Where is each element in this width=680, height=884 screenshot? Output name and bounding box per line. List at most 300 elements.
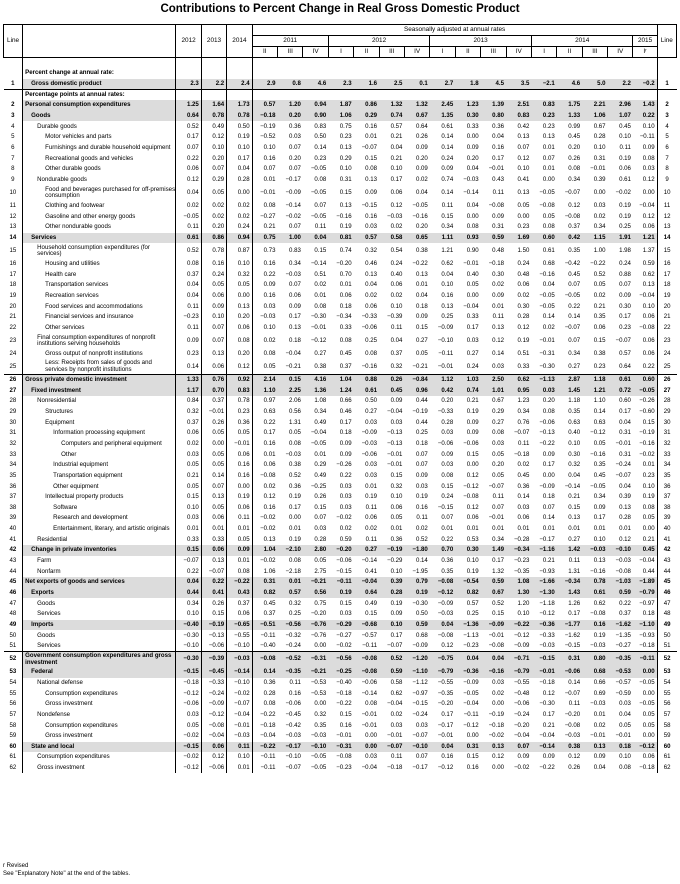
value-cell: 0.19 [289,493,301,501]
value-cell [557,89,582,100]
value-cell: −0.06 [539,418,555,426]
value-cell: 0.17 [252,428,277,439]
value-cell [633,89,657,100]
value-cell: 0.02 [492,689,504,697]
value-cell: 0.18 [608,742,633,753]
value-cell: 0.00 [642,188,655,196]
line-number-right: 20 [657,301,676,312]
value-cell: 0.10 [390,567,403,575]
line-number-right: 27 [657,386,676,397]
line-number: 20 [4,301,23,312]
value-cell: 0.09 [542,753,555,761]
value-cell: −0.04 [639,291,655,299]
value-cell: 0.24 [201,269,226,280]
value-cell: 0.37 [201,396,226,407]
line-number: 35 [4,471,23,482]
value-cell: 0.05 [492,471,504,479]
value-cell: 0.02 [593,212,606,220]
value-cell: 0.04 [365,281,378,289]
value-cell: 0.19 [517,336,530,344]
row-label: Food services and accommodations [45,302,143,310]
value-cell: 0.20 [466,154,479,162]
value-cell: −0.07 [564,188,581,196]
table-row [4,481,677,492]
value-cell: −0.01 [201,407,226,418]
value-cell: 0.07 [506,742,531,753]
value-cell: 0.14 [542,313,555,321]
value-cell: −0.93 [639,631,655,639]
value-cell [303,89,328,100]
value-cell: −0.03 [285,450,301,458]
value-cell: −0.22 [227,577,252,588]
line-number-right: 4 [657,121,676,132]
value-cell: 0.09 [365,188,378,196]
value-cell: 0.05 [176,460,201,471]
value-cell: −0.40 [252,641,277,652]
value-cell: 0.09 [176,333,201,349]
value-cell: 0.06 [201,545,226,556]
line-number: 30 [4,417,23,428]
value-cell: −0.06 [463,439,479,447]
table-row [4,164,677,175]
value-cell: −0.31 [539,350,555,357]
value-cell: 0.36 [441,557,454,565]
line-number: 57 [4,710,23,721]
value-cell: 1.00 [277,233,302,244]
line-number: 13 [4,222,23,233]
value-cell: −0.09 [506,641,531,652]
value-cell: 0.88 [354,375,379,386]
table-row [4,678,677,689]
row-label: Change in private inventories [23,545,176,556]
value-cell: 0.45 [517,471,530,479]
value-cell: 0.10 [517,610,530,618]
value-cell: −0.01 [387,461,403,469]
value-cell: −0.16 [539,270,555,278]
line-number: 26 [4,375,23,386]
value-cell: 0.09 [390,610,403,618]
value-cell: 0.20 [201,222,226,233]
value-cell: 0.09 [492,212,504,220]
gdp-contributions-table [3,24,677,773]
value-cell: 0.27 [466,350,479,357]
value-cell: 0.38 [415,246,428,254]
value-cell: −0.31 [328,742,353,753]
value-cell [404,89,429,100]
value-cell: 0.81 [328,233,353,244]
value-cell: 1.73 [227,100,252,111]
value-cell: −0.40 [176,620,201,631]
value-cell: 0.62 [441,260,454,268]
row-label: Personal consumption expenditures [23,100,176,111]
value-cell: 0.44 [176,588,201,599]
value-cell: 0.17 [390,175,403,183]
value-cell: 0.49 [365,599,378,607]
value-cell: 0.23 [517,223,530,231]
value-cell: 0.76 [201,375,226,386]
value-cell: 2.4 [227,79,252,90]
value-cell: 0.16 [227,471,252,482]
line-number: 60 [4,742,23,753]
value-cell: −0.39 [201,652,226,668]
value-cell: −0.21 [303,667,328,678]
value-cell: 0.08 [289,439,301,447]
value-cell: −0.17 [412,764,428,772]
value-cell: 0.15 [390,471,403,479]
table-row [4,566,677,577]
value-cell: 0.67 [481,588,506,599]
value-cell: −0.05 [310,764,327,772]
value-cell: −0.34 [506,545,531,556]
value-cell: 0.05 [314,557,327,565]
line-number-right: 62 [657,763,676,774]
value-cell: 0.07 [542,503,555,511]
value-cell: 0.02 [390,710,403,718]
value-cell: 0.06 [289,291,301,299]
value-cell: −0.13 [201,630,226,641]
value-cell: −0.01 [387,450,403,458]
quarter-header: III [481,47,506,58]
value-cell: −0.25 [310,482,327,490]
value-cell: 1.18 [568,397,581,405]
value-cell: −0.22 [539,764,555,772]
value-cell: −0.05 [539,302,555,310]
value-cell: 0.34 [441,223,454,231]
value-cell: −0.14 [310,260,327,268]
value-cell: 0.25 [415,429,428,437]
value-cell: 0.22 [201,577,226,588]
value-cell: −1.13 [463,631,479,639]
value-cell: 0.19 [404,588,429,599]
value-cell: 0.75 [339,122,352,130]
value-cell: 0.23 [176,349,201,360]
value-cell: 0.64 [415,122,428,130]
value-cell [430,89,455,100]
value-cell: 1.18 [582,375,607,386]
value-cell: −0.01 [361,721,378,729]
value-cell: 2.51 [506,100,531,111]
row-label: Intellectual property products [45,493,124,501]
value-cell: 0.10 [642,482,655,490]
value-cell: 0.17 [619,408,631,416]
value-cell: −0.09 [463,678,479,686]
value-cell: 0.00 [466,461,479,469]
value-cell: 0.49 [314,471,327,479]
value-cell: 0.12 [492,336,504,344]
value-cell: −0.01 [531,667,556,678]
value-cell: 0.14 [568,678,581,686]
line-number-right: 29 [657,407,676,418]
value-cell: 0.07 [415,461,428,469]
value-cell: −0.02 [227,688,252,699]
value-cell: −0.30 [176,652,201,668]
value-cell: 0.78 [201,243,226,259]
value-cell: 0.36 [289,122,301,130]
value-cell: 0.57 [277,588,302,599]
value-cell: 0.34 [568,350,581,357]
table-row [4,359,677,375]
value-cell: −0.35 [437,689,454,697]
value-cell: 0.03 [466,336,479,344]
value-cell: 0.49 [314,418,327,426]
value-cell: −0.24 [513,710,530,718]
value-cell: 0.03 [339,482,352,490]
value-cell: 0.26 [314,493,327,501]
value-cell: 0.00 [227,185,252,201]
value-cell: 0.01 [277,577,302,588]
value-cell: −0.20 [513,721,530,729]
row-label: Exports [23,588,176,599]
line-number-right: 56 [657,699,676,710]
value-cell: −0.07 [564,323,581,331]
value-cell: 0.01 [415,281,428,289]
value-cell: 0.19 [619,154,631,162]
value-cell: −0.01 [361,710,378,718]
value-cell: 2.75 [314,567,327,575]
value-cell: 0.59 [339,535,352,543]
value-cell: 0.00 [492,700,504,708]
value-cell: −0.08 [336,753,352,761]
value-cell: −0.65 [227,620,252,631]
value-cell: 0.45 [339,350,352,357]
value-cell: 0.03 [365,461,378,469]
value-cell: 0.62 [593,599,606,607]
value-cell: 0.09 [390,397,403,405]
value-cell: 0.13 [201,492,226,503]
value-cell: 0.08 [289,557,301,565]
value-cell: 0.72 [608,386,633,397]
value-cell: −0.11 [463,710,479,718]
value-cell: 1.49 [481,545,506,556]
line-number: 49 [4,620,23,631]
value-cell: −0.08 [564,721,581,729]
value-cell: 0.38 [557,742,582,753]
line-number: 39 [4,513,23,524]
value-cell: −1.77 [557,620,582,631]
value-cell: −0.04 [387,408,403,416]
value-cell: 1.25 [176,100,201,111]
value-cell: 0.06 [227,609,252,620]
value-cell: 0.59 [642,260,655,268]
value-cell: 0.16 [252,291,277,302]
value-cell: −0.33 [361,313,378,321]
value-cell: 0.25 [619,223,631,231]
value-cell: 0.10 [619,753,631,761]
value-cell: 0.48 [492,246,504,254]
value-cell: 0.38 [303,359,328,375]
value-cell: −0.03 [463,175,479,183]
value-cell: 0.27 [354,545,379,556]
value-cell: 0.17 [492,154,504,162]
value-cell: 0.06 [619,165,631,173]
value-cell: 0.14 [201,471,226,482]
value-cell: −0.05 [412,201,428,209]
row-label: Research and development [53,514,128,522]
value-cell: −0.08 [488,201,504,209]
value-cell: 0.06 [365,302,378,310]
value-cell: −0.14 [463,188,479,196]
value-cell: 0.03 [176,513,201,524]
value-cell: 0.16 [441,291,454,299]
value-cell: −0.10 [285,753,301,761]
value-cell: 0.35 [568,408,581,416]
value-cell: −0.06 [285,700,301,708]
value-cell: −0.48 [513,689,530,697]
value-cell: −0.09 [539,482,555,490]
line-number-right: 12 [657,211,676,222]
value-cell [430,68,455,79]
value-cell: −0.13 [387,439,403,447]
value-cell: 0.02 [593,291,606,299]
value-cell [404,68,429,79]
value-cell [531,89,556,100]
value-cell: 1.32 [404,100,429,111]
row-label: Other equipment [53,482,99,490]
value-cell: −0.97 [412,689,428,697]
row-label: Software [53,503,78,511]
value-cell: −0.19 [201,620,226,631]
value-cell: −0.01 [488,165,504,173]
value-cell: 0.11 [314,223,327,231]
value-cell: 0.17 [542,710,555,718]
value-cell: 0.08 [252,699,277,710]
row-label: Services [23,233,176,244]
table-row [4,222,677,233]
value-cell: 0.01 [466,525,479,533]
value-cell: 0.09 [466,143,479,151]
value-cell: 0.03 [365,471,378,479]
line-number-right: 41 [657,534,676,545]
value-cell: −0.08 [252,471,277,482]
value-cell: 0.20 [289,154,301,162]
value-cell: 0.95 [506,386,531,397]
value-cell: 0.00 [593,188,606,196]
value-cell: −0.12 [201,710,226,721]
value-cell: 0.02 [176,439,201,450]
line-number-right: 31 [657,428,676,439]
value-cell: 0.16 [441,753,454,761]
value-cell: −0.05 [310,165,327,173]
value-cell: 0.09 [466,429,479,437]
value-cell: 0.40 [466,270,479,278]
line-number: 10 [4,185,23,201]
value-cell: 0.02 [517,291,530,299]
value-cell: 0.21 [568,493,581,501]
value-cell: 0.19 [593,631,606,639]
value-cell: 0.10 [593,143,606,151]
value-cell: 0.00 [314,700,327,708]
value-cell: −0.06 [437,439,454,447]
value-cell: 0.07 [289,165,301,173]
value-cell: −0.02 [488,732,504,740]
value-cell: −1.10 [404,667,429,678]
value-cell: 0.49 [201,121,226,132]
line-number-right: 35 [657,471,676,482]
value-cell: 0.06 [227,323,252,334]
value-cell: −0.21 [404,359,429,375]
line-number: 8 [4,164,23,175]
value-cell: 0.40 [390,270,403,278]
value-cell: 0.42 [517,122,530,130]
table-row [4,763,677,774]
value-cell: 0.16 [339,721,352,729]
value-cell: 0.19 [390,599,403,607]
row-label: Federal [23,667,176,678]
value-cell: 0.63 [593,418,606,426]
value-cell: −0.04 [463,302,479,310]
line-number-right: 30 [657,417,676,428]
value-cell: 0.07 [201,333,226,349]
value-cell: −0.30 [539,700,555,708]
table-row [4,577,677,588]
value-cell: 0.28 [619,514,631,522]
value-cell: 0.93 [455,233,480,244]
value-cell: −0.04 [639,557,655,565]
value-cell: −0.57 [361,631,378,639]
quarter-header: II [252,47,277,58]
value-cell: 0.00 [466,732,479,740]
value-cell: 0.07 [289,143,301,151]
value-cell: −1.20 [404,652,429,668]
value-cell: 0.64 [608,359,633,375]
value-cell: −0.14 [361,557,378,565]
value-cell: 0.1 [404,79,429,90]
value-cell: 0.30 [455,111,480,122]
value-cell: −0.12 [310,336,327,344]
value-cell: −0.16 [412,212,428,220]
table-row [4,323,677,334]
line-number [4,68,23,79]
value-cell: 0.82 [252,588,277,599]
value-cell: 0.12 [517,154,530,162]
value-cell: −0.08 [590,610,606,618]
value-cell: 0.08 [252,201,277,212]
value-cell [277,68,302,79]
row-label: Recreational goods and vehicles [45,154,134,162]
value-cell: 1.00 [593,246,606,254]
value-cell: 0.13 [365,270,378,278]
row-label: Clothing and footwear [45,201,105,209]
value-cell: 0.23 [531,111,556,122]
value-cell: 0.02 [201,211,226,222]
value-cell: −0.01 [430,359,455,375]
value-cell: 0.22 [252,269,277,280]
line-number-right: 34 [657,460,676,471]
value-cell: 0.20 [277,111,302,122]
value-cell: 0.29 [354,111,379,122]
value-cell: 0.09 [542,450,555,458]
row-label: Services [37,610,61,618]
value-cell: 1.98 [619,246,631,254]
value-cell: 0.21 [466,397,479,405]
value-cell: 0.45 [593,471,606,479]
value-cell: 0.27 [314,350,327,357]
value-cell: 0.22 [176,566,201,577]
value-cell: 0.11 [492,188,504,196]
value-cell: −0.04 [354,577,379,588]
value-cell: 0.03 [390,418,403,426]
table-row [4,688,677,699]
line-number: 25 [4,359,23,375]
value-cell: 0.09 [252,280,277,291]
value-cell: −0.04 [639,201,655,209]
line-number: 19 [4,291,23,302]
line-number-right: 33 [657,449,676,460]
value-cell: 0.04 [415,188,428,196]
value-cell: 0.09 [619,291,631,299]
value-cell: 1.37 [642,246,655,254]
value-cell: −0.06 [201,763,226,774]
